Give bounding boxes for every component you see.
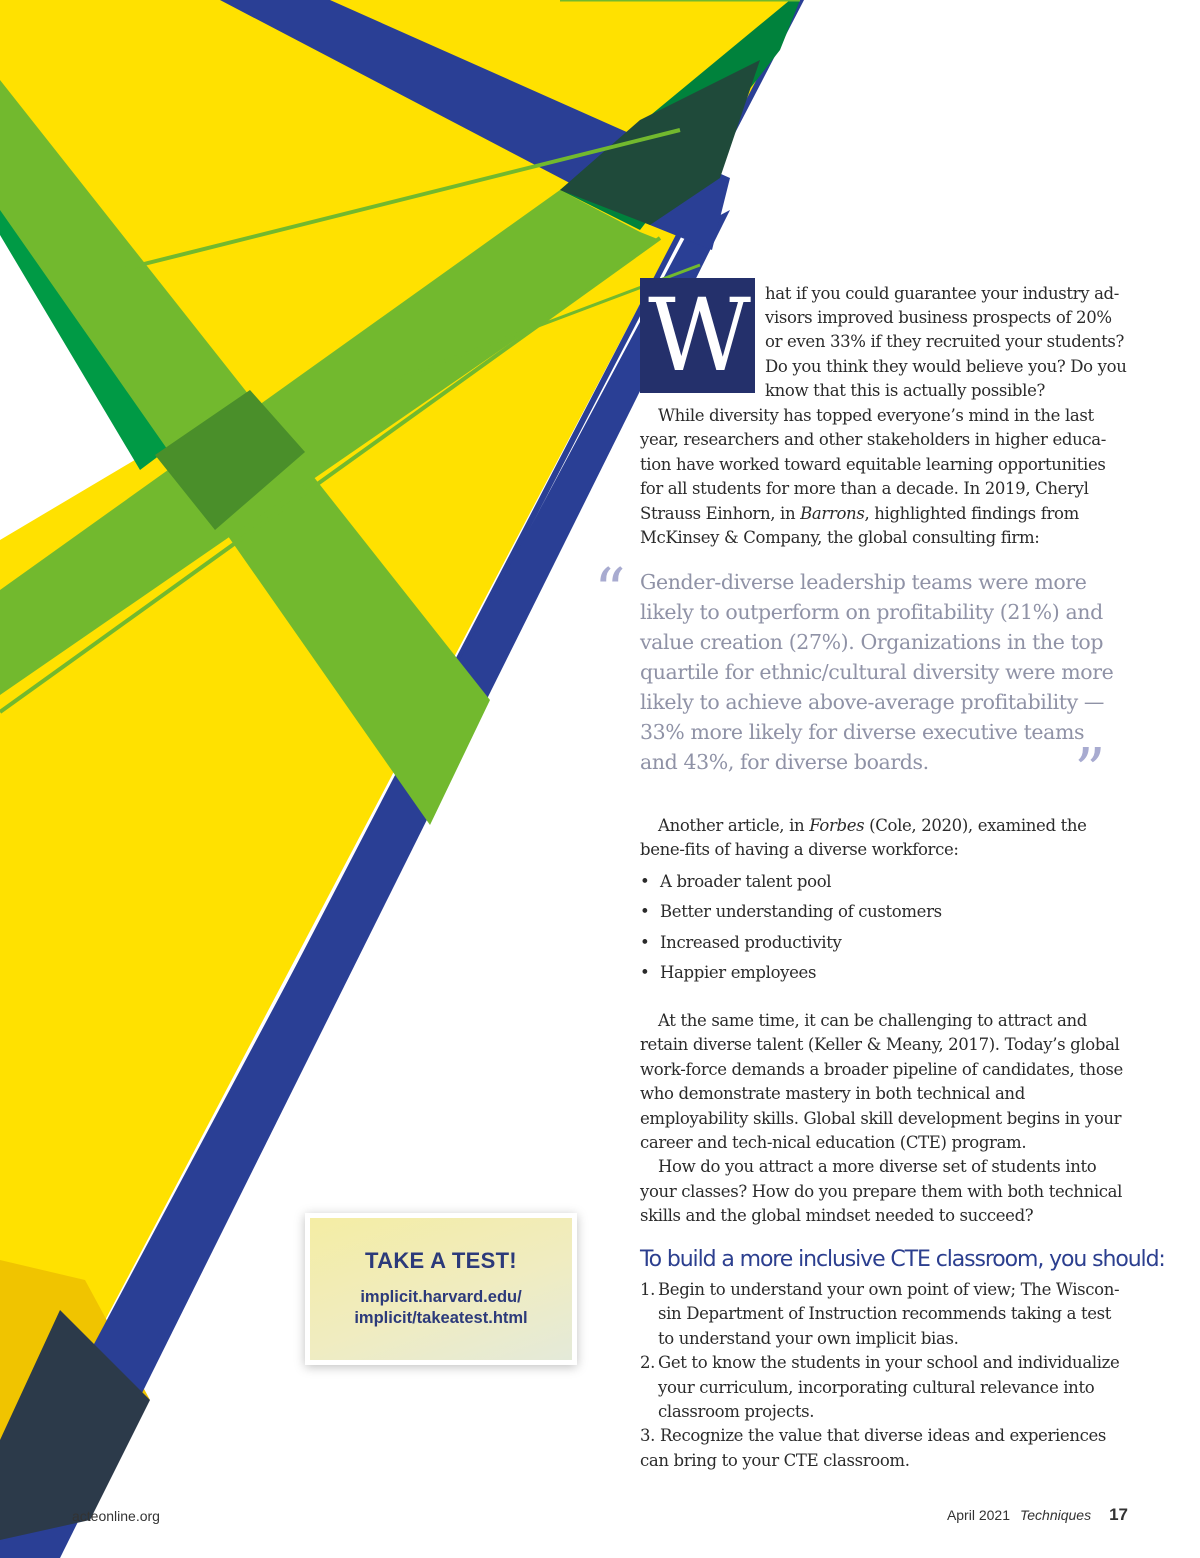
pull-quote: Gender-diverse leadership teams were more likely to outperform on profitability (21%) and value creation (27%). Organizations in the top quartile for ethnic/cultural diversity were more likely to achieve above-average profitability — 33% more likely for diverse executive teams and 43%, for diverse boards.	[640, 570, 1114, 774]
callout-link-line-1[interactable]: implicit.harvard.edu/	[360, 1288, 522, 1306]
p1-text: While diversity has topped everyone’s mind in the last year, researchers and other stakeholders in higher educa-tion have worked toward equitable learning opportunities for all students for more than a decade. In 2019, Cheryl Strauss Einhorn, in	[640, 406, 1106, 523]
p2-text: Another article, in	[658, 816, 810, 835]
close-quote-mark: ”	[1074, 734, 1106, 807]
p1-italic-source: Barrons	[800, 503, 865, 523]
take-a-test-callout	[310, 1218, 572, 1360]
paragraph-challenges	[640, 1009, 1130, 1229]
intro-line: hat if you could guarantee your industry ad-	[765, 284, 1119, 303]
benefits-list	[640, 867, 1130, 989]
intro-line: Do you think they would believe you? Do you	[765, 357, 1127, 376]
step-item	[640, 1351, 1130, 1424]
p3-text: At the same time, it can be challenging to attract and retain diverse talent (Keller & Meany, 2017). Today’s global work-force demands a broader pipeline of candidates, those who demonstrate mastery in both technical and employability skills. Global skill development begins in your career and tech-nical education (CTE) program.	[640, 1011, 1123, 1153]
step-text: Begin to understand your own point of view; The Wiscon-sin Department of Instruction recommends taking a test to understand your own implicit bias.	[658, 1280, 1120, 1348]
paragraph-diversity	[640, 404, 1130, 550]
footer-website[interactable]: acteonline.org	[72, 1508, 160, 1524]
footer-issue: April 2021	[946, 1507, 1010, 1523]
step-number: 2.	[640, 1353, 656, 1373]
list-item: • Better understanding of customers	[640, 897, 1130, 928]
list-item: • Happier employees	[640, 958, 1130, 989]
section-heading: To build a more inclusive CTE classroom, you should:	[640, 1247, 1165, 1272]
step-text: Get to know the students in your school and individualize your curriculum, incorporating cultural relevance into classroom projects.	[658, 1353, 1120, 1422]
step-number: 1.	[640, 1280, 656, 1299]
intro-line: visors improved business prospects of 20%	[765, 308, 1112, 327]
page-number: 17	[1109, 1505, 1128, 1524]
open-quote-mark: “	[594, 554, 626, 627]
step-number: 3.	[640, 1426, 656, 1446]
steps-list	[640, 1278, 1130, 1473]
paragraph-forbes	[640, 814, 1130, 989]
step-item	[640, 1278, 1130, 1351]
p4-text: How do you attract a more diverse set of students into your classes? How do you prepare them with both technical skills and the global mindset needed to succeed?	[640, 1157, 1123, 1226]
p1-text-end: , highlighted findings from McKinsey & Company, the global consulting firm:	[640, 503, 1079, 548]
list-item: • A broader talent pool	[640, 867, 1130, 898]
callout-title: TAKE A TEST!	[365, 1248, 517, 1273]
drop-cap-letter: W	[640, 278, 755, 393]
step-text: Recognize the value that diverse ideas and experiences can bring to your CTE classroom.	[640, 1426, 1107, 1470]
callout-link-line-2[interactable]: implicit/takeatest.html	[354, 1309, 528, 1327]
footer-folio	[947, 1505, 1128, 1525]
list-item: • Increased productivity	[640, 928, 1130, 959]
p2-text-end: (Cole, 2020), examined the bene-fits of having a diverse workforce:	[640, 816, 1087, 860]
p2-italic-source: Forbes	[809, 816, 865, 835]
step-item	[640, 1424, 1130, 1473]
intro-line: or even 33% if they recruited your students?	[765, 332, 1125, 351]
footer-magazine: Techniques	[1019, 1507, 1092, 1523]
intro-line: know that this is actually possible?	[765, 381, 1045, 400]
